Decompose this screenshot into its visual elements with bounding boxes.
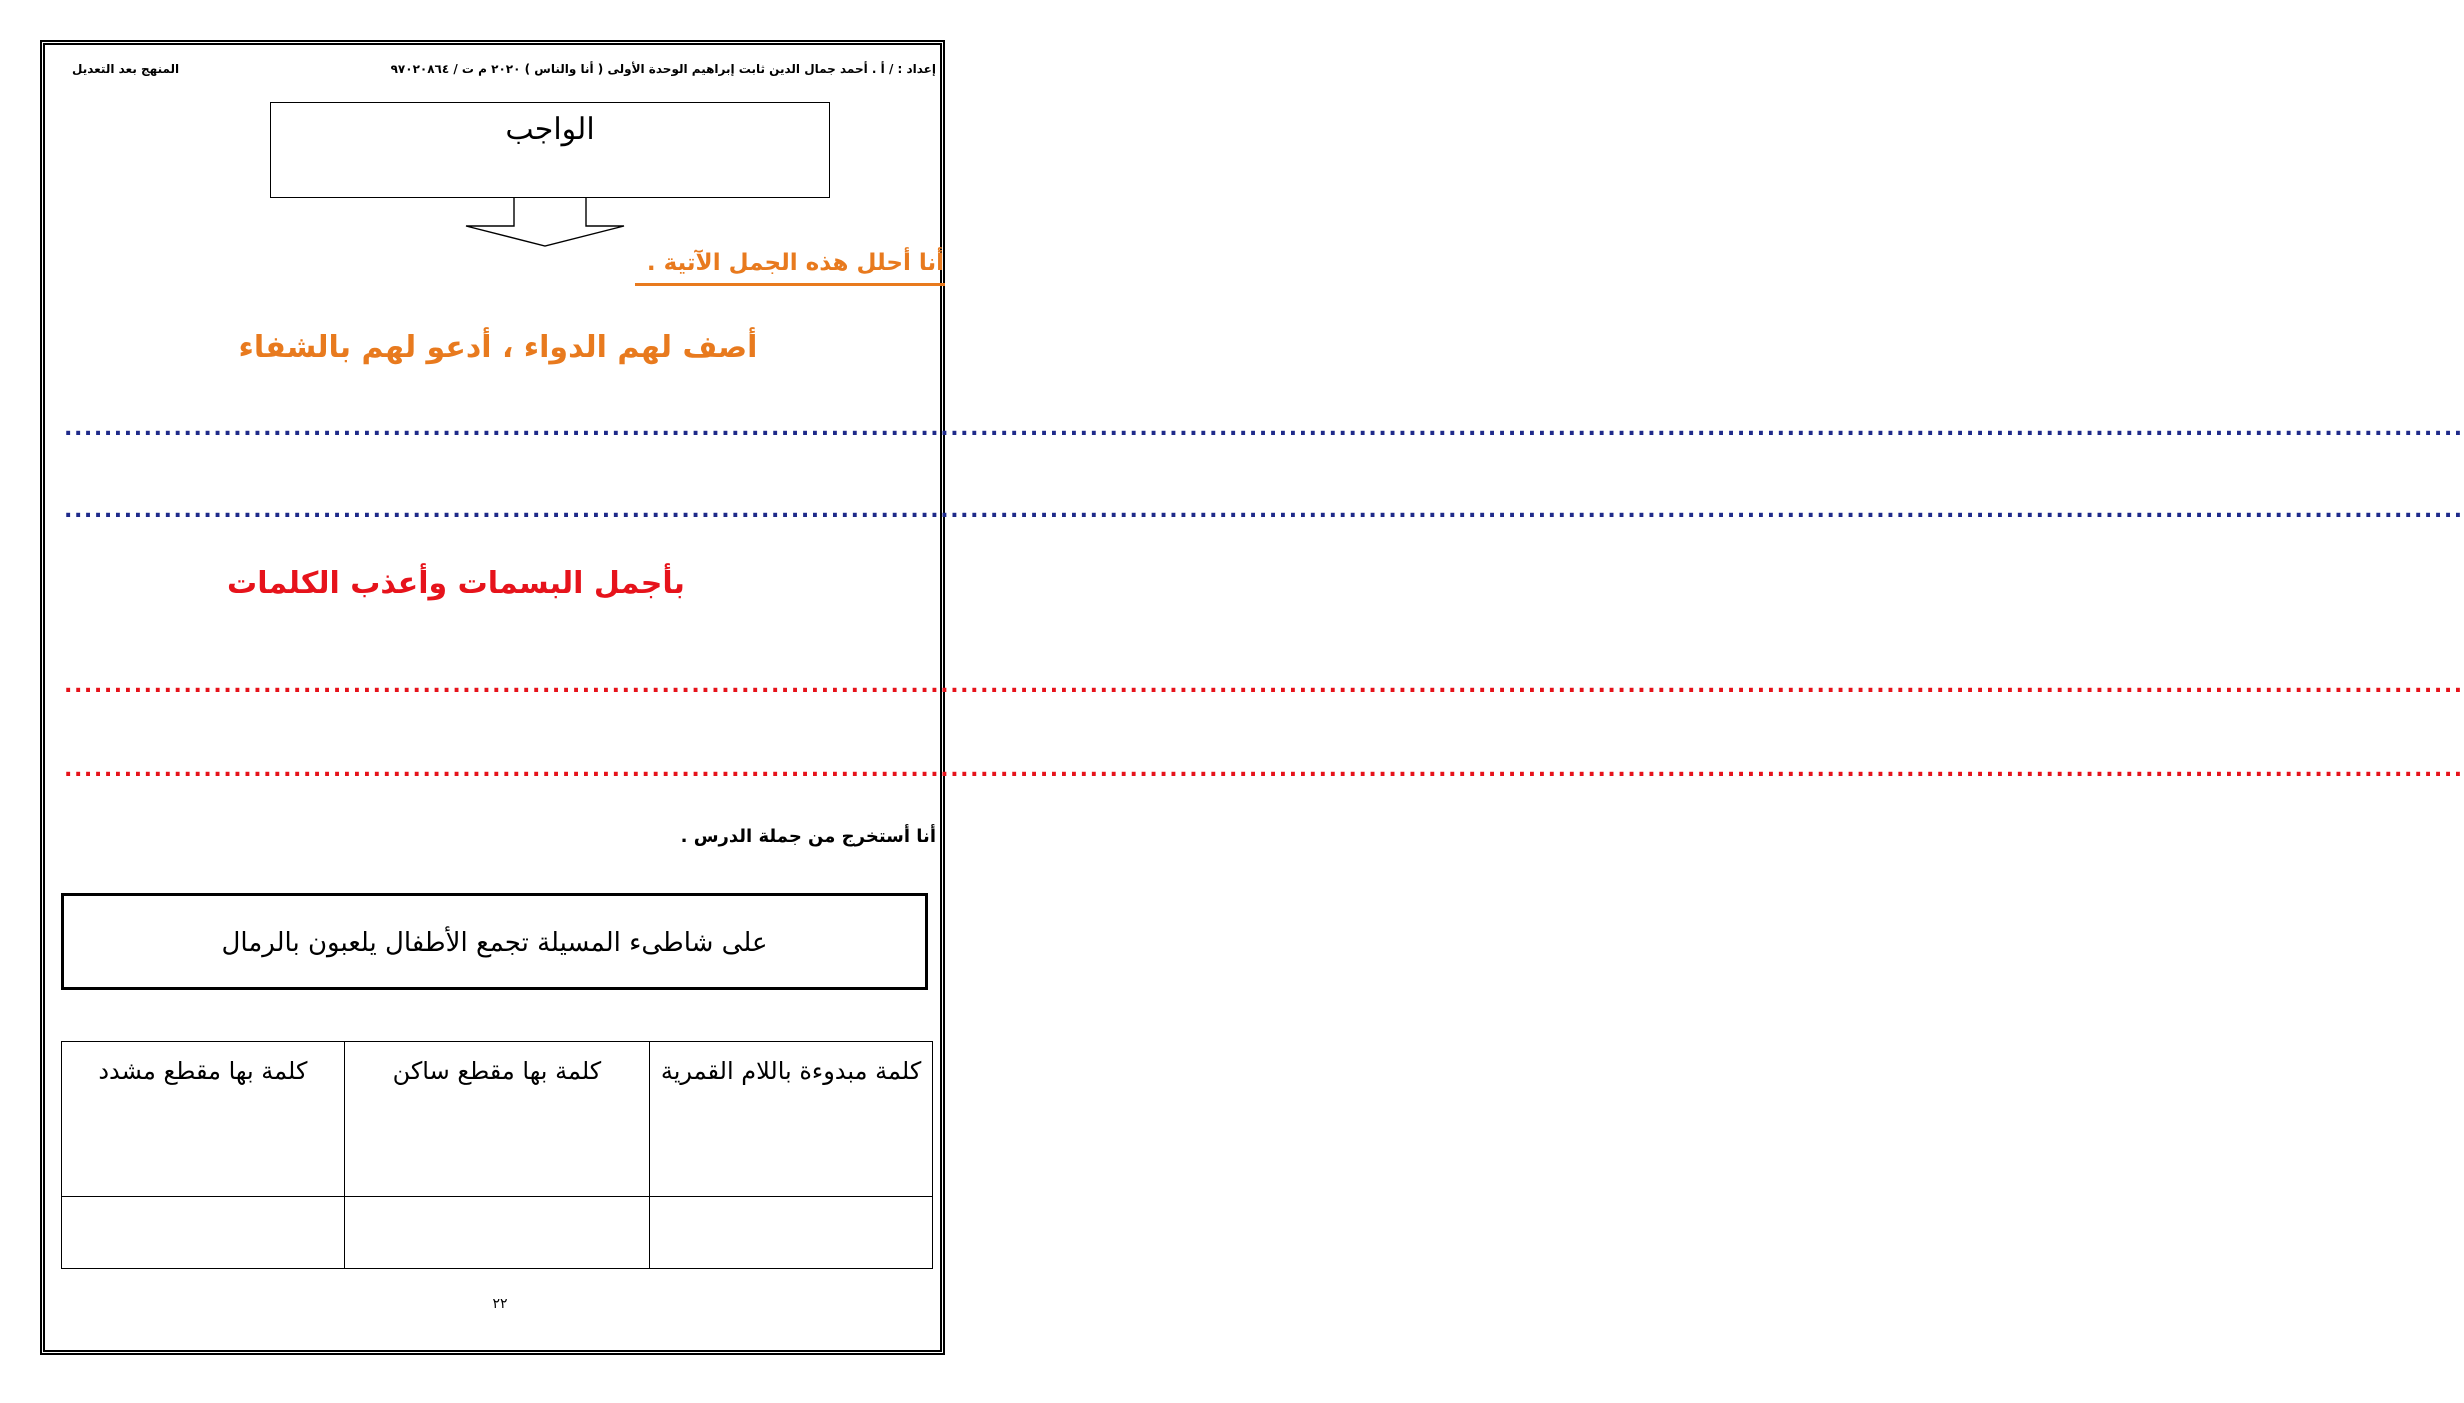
down-arrow-icon [462,194,628,250]
answer-line-2: ................................................................................................................................................................................................................................................. [64,498,2464,523]
lesson-sentence: على شاطىء المسيلة تجمع الأطفال يلعبون بالرمال [221,928,768,958]
header-mushaddad-syllable: كلمة بها مقطع مشدد [98,1057,308,1085]
table-header-cell [62,1042,345,1197]
sentence-a-text: أصف لهم الدواء ، أدعو لهم بالشفاء [238,330,758,365]
header-author-line: إعداد : / أ . أحمد جمال الدين ثابت إبراهيم الوحدة الأولى ( أنا والناس ) ٢٠٢٠ م ت / ٩٧٠٢٠٨٦٤ [390,62,936,76]
answer-line-4: ................................................................................................................................................................................................................................................. [64,757,2464,782]
extraction-table [61,1041,933,1269]
answer-line-1: ................................................................................................................................................................................................................................................. [64,416,2464,441]
page-title: الواجب [505,112,595,147]
page-number: ٢٢ [492,1296,508,1312]
header-qamari-lam: كلمة مبدوءة باللام القمرية [660,1057,922,1085]
answer-cell[interactable] [344,1197,649,1269]
sentence-a [60,330,936,365]
table-header-cell [344,1042,649,1197]
section1-heading-underline [635,283,945,286]
section1-heading: أنا أحلل هذه الجمل الآتية . [646,250,944,276]
header-curriculum: المنهج بعد التعديل [72,62,180,76]
answer-line-3: ................................................................................................................................................................................................................................................. [64,673,2464,698]
answer-cell[interactable] [62,1197,345,1269]
table-header-cell [650,1042,933,1197]
section2-heading: أنا أستخرج من جملة الدرس . [680,826,936,847]
header-sakin-syllable: كلمة بها مقطع ساكن [392,1057,602,1085]
answer-cell[interactable] [650,1197,933,1269]
sentence-b: بأجمل البسمات وأعذب الكلمات [227,566,685,601]
